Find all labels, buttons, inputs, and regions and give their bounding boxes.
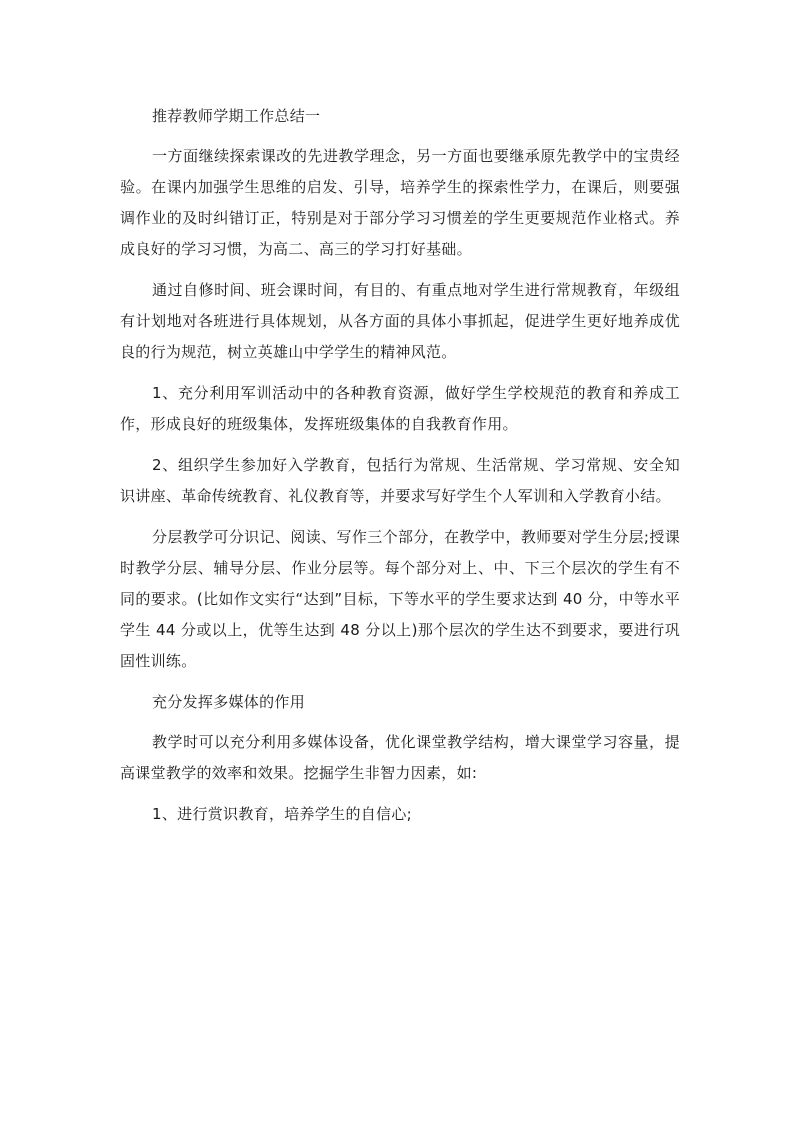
paragraph: 分层教学可分识记、阅读、写作三个部分，在教学中，教师要对学生分层;授课时教学分层、辅导分层、作业分层等。每个部分对上、中、下三个层次的学生有不同的要求。(比如作文实行“达到”目标，下等水平的学生要求达到 40 分，中等水平学生 44 分或以上，优等生达到 48 分以上)那个层次的学生达不到要求，要进行巩固性训练。 <box>120 528 680 670</box>
document-title: 推荐教师学期工作总结一 <box>152 107 321 125</box>
section-subheading: 充分发挥多媒体的作用 <box>152 693 306 711</box>
paragraph: 一方面继续探索课改的先进教学理念，另一方面也要继承原先教学中的宝贵经验。在课内加强学生思维的启发、引导，培养学生的探索性学力，在课后，则要强调作业的及时纠错订正，特别是对于部分学习习惯差的学生更要规范作业格式。养成良好的学习习惯，为高二、高三的学习打好基础。 <box>120 147 680 258</box>
paragraph: 通过自修时间、班会课时间，有目的、有重点地对学生进行常规教育，年级组有计划地对各班进行具体规划，从各方面的具体小事抓起，促进学生更好地养成优良的行为规范，树立英雄山中学学生的精神风范。 <box>120 281 680 361</box>
paragraph: 2、组织学生参加好入学教育，包括行为常规、生活常规、学习常规、安全知识讲座、革命传统教育、礼仪教育等，并要求写好学生个人军训和入学教育小结。 <box>120 456 680 505</box>
paragraph: 教学时可以充分利用多媒体设备，优化课堂教学结构，增大课堂学习容量，提高课堂教学的效率和效果。挖掘学生非智力因素，如: <box>120 733 680 782</box>
document-body <box>120 101 680 840</box>
paragraph: 1、充分利用军训活动中的各种教育资源，做好学生学校规范的教育和养成工作，形成良好的班级集体，发挥班级集体的自我教育作用。 <box>120 384 680 433</box>
paragraph: 1、进行赏识教育，培养学生的自信心; <box>152 805 412 823</box>
